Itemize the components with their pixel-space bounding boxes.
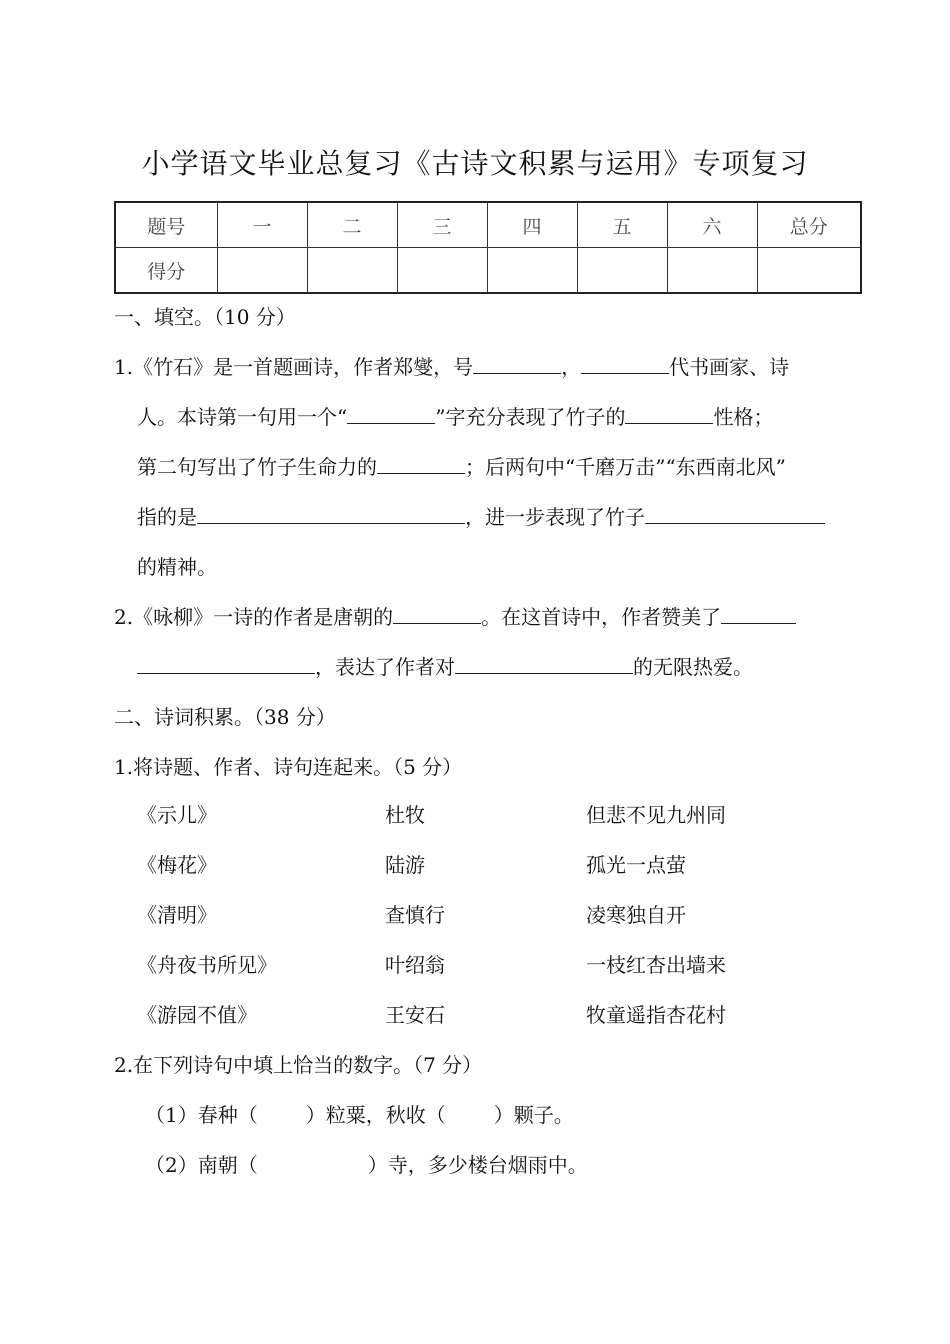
poem-author: 杜牧 bbox=[385, 803, 425, 827]
section2-heading: 二、诗词积累。（38 分） bbox=[114, 705, 336, 729]
header-cell: 题号 bbox=[115, 202, 217, 248]
row-label: 得分 bbox=[115, 248, 217, 294]
answer-blank[interactable] bbox=[197, 503, 465, 524]
header-cell: 五 bbox=[577, 202, 667, 248]
text: 。在这首诗中，作者赞美了 bbox=[481, 605, 722, 629]
score-cell[interactable] bbox=[397, 248, 487, 294]
text: ”字充分表现了竹子的 bbox=[435, 405, 626, 429]
text: 第二句写出了竹子生命力的 bbox=[137, 455, 377, 479]
header-cell: 六 bbox=[667, 202, 757, 248]
s2-q2-text: 2.在下列诗句中填上恰当的数字。（7 分） bbox=[114, 1053, 483, 1077]
q2-line1 bbox=[114, 603, 796, 631]
answer-blank[interactable] bbox=[581, 353, 669, 374]
text: （2）南朝（ bbox=[145, 1153, 258, 1177]
header-cell: 二 bbox=[307, 202, 397, 248]
answer-blank[interactable] bbox=[347, 403, 435, 424]
answer-blank[interactable] bbox=[455, 653, 633, 674]
text: ；后两句中“千磨万击”“东西南北风” bbox=[465, 455, 786, 479]
s2-q2-item1 bbox=[145, 1101, 574, 1129]
s2-q1-text: 1.将诗题、作者、诗句连起来。（5 分） bbox=[114, 755, 463, 779]
q1-line1 bbox=[114, 353, 789, 381]
text: 代书画家、诗 bbox=[669, 355, 790, 379]
q2-line2 bbox=[137, 653, 753, 681]
score-cell[interactable] bbox=[667, 248, 757, 294]
poem-title: 《清明》 bbox=[137, 903, 217, 927]
score-table bbox=[114, 201, 862, 294]
poem-author: 查慎行 bbox=[385, 903, 445, 927]
score-table-header-row bbox=[115, 202, 861, 248]
text: 人。本诗第一句用一个“ bbox=[137, 405, 348, 429]
poem-line: 孤光一点萤 bbox=[586, 853, 686, 877]
answer-blank[interactable] bbox=[721, 603, 796, 624]
poem-line: 一枝红杏出墙来 bbox=[586, 953, 726, 977]
s2-q2-item2 bbox=[145, 1151, 588, 1179]
poem-title: 《游园不值》 bbox=[137, 1003, 257, 1027]
poem-line: 但悲不见九州同 bbox=[586, 803, 726, 827]
answer-blank[interactable] bbox=[473, 353, 561, 374]
section1-heading: 一、填空。（10 分） bbox=[114, 305, 296, 329]
q1-line5: 的精神。 bbox=[137, 555, 217, 579]
answer-blank[interactable] bbox=[625, 403, 713, 424]
score-table-score-row bbox=[115, 248, 861, 294]
text: ，表达了作者对 bbox=[315, 655, 455, 679]
score-cell[interactable] bbox=[217, 248, 307, 294]
score-cell[interactable] bbox=[307, 248, 397, 294]
poem-author: 陆游 bbox=[385, 853, 425, 877]
q1-line4 bbox=[137, 503, 825, 531]
poem-author: 王安石 bbox=[385, 1003, 445, 1027]
header-cell: 三 bbox=[397, 202, 487, 248]
poem-title: 《示儿》 bbox=[137, 803, 217, 827]
answer-blank[interactable] bbox=[645, 503, 825, 524]
text: ）寺，多少楼台烟雨中。 bbox=[367, 1153, 588, 1177]
text: （1）春种（ bbox=[145, 1103, 258, 1127]
q1-line2 bbox=[137, 403, 773, 431]
text: 2.《咏柳》一诗的作者是唐朝的 bbox=[114, 605, 394, 629]
answer-blank[interactable] bbox=[137, 653, 315, 674]
page-title: 小学语文毕业总复习《古诗文积累与运用》专项复习 bbox=[141, 147, 809, 180]
poem-line: 牧童遥指杏花村 bbox=[586, 1003, 726, 1027]
answer-blank[interactable] bbox=[377, 453, 465, 474]
header-cell: 总分 bbox=[757, 202, 861, 248]
text: 指的是 bbox=[137, 505, 197, 529]
text: ）颗子。 bbox=[493, 1103, 574, 1127]
header-cell: 四 bbox=[487, 202, 577, 248]
score-cell[interactable] bbox=[487, 248, 577, 294]
text: 的无限热爱。 bbox=[633, 655, 753, 679]
answer-blank[interactable] bbox=[393, 603, 481, 624]
text: 1.《竹石》是一首题画诗，作者郑燮，号 bbox=[114, 355, 474, 379]
poem-title: 《舟夜书所见》 bbox=[137, 953, 277, 977]
text: ，进一步表现了竹子 bbox=[465, 505, 645, 529]
q1-line3 bbox=[137, 453, 786, 481]
text: ， bbox=[561, 355, 582, 379]
score-cell[interactable] bbox=[757, 248, 861, 294]
text: ）粒粟，秋收（ bbox=[305, 1103, 446, 1127]
header-cell: 一 bbox=[217, 202, 307, 248]
poem-title: 《梅花》 bbox=[137, 853, 217, 877]
text: 性格； bbox=[713, 405, 774, 429]
poem-author: 叶绍翁 bbox=[385, 953, 445, 977]
score-cell[interactable] bbox=[577, 248, 667, 294]
poem-line: 凌寒独自开 bbox=[586, 903, 686, 927]
